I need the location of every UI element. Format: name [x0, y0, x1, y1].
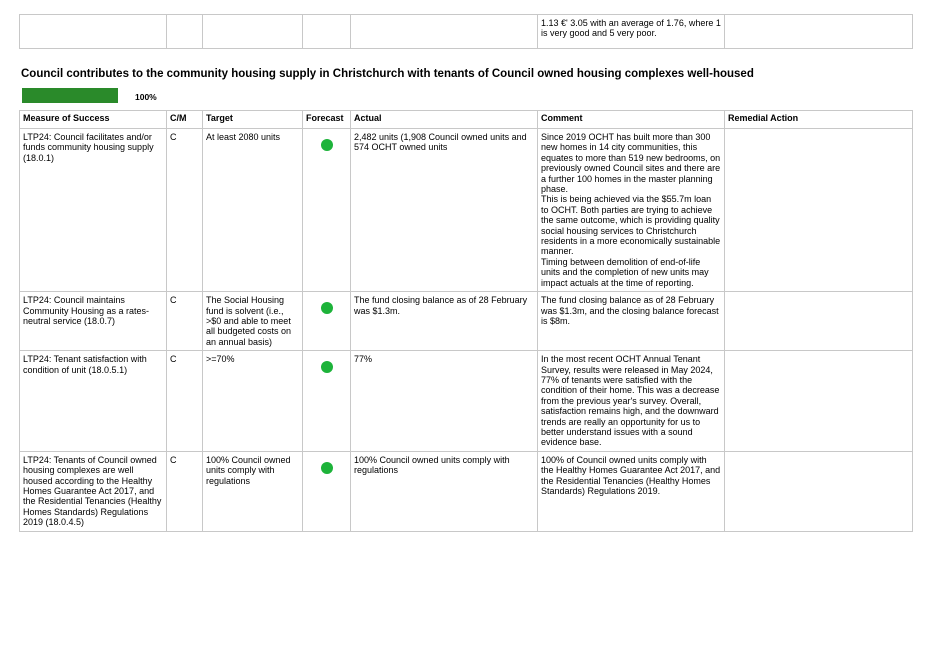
header-remedial: Remedial Action [725, 111, 913, 129]
header-cm: C/M [167, 111, 203, 129]
progress-bar [22, 88, 118, 103]
forecast-status-dot-icon [321, 462, 333, 474]
table-row [20, 129, 913, 292]
actual-cell [351, 15, 538, 49]
forecast-cell [303, 15, 351, 49]
header-row [20, 111, 913, 129]
forecast-cell [303, 351, 351, 452]
table-row [20, 451, 913, 531]
remedial-cell [725, 15, 913, 49]
target-cell: >=70% [203, 351, 303, 452]
measure-cell: LTP24: Tenant satisfaction with condition of unit (18.0.5.1) [20, 351, 167, 452]
header-target: Target [203, 111, 303, 129]
cm-cell: C [167, 129, 203, 292]
measure-cell: LTP24: Council facilitates and/or funds community housing supply (18.0.1) [20, 129, 167, 292]
cm-cell [167, 15, 203, 49]
forecast-status-dot-icon [321, 361, 333, 373]
forecast-status-dot-icon [321, 139, 333, 151]
section-title: Council contributes to the community housing supply in Christchurch with tenants of Council owned housing complexes well-housed [21, 68, 754, 80]
table-row [20, 351, 913, 452]
measures-table [19, 110, 913, 532]
header-measure: Measure of Success [20, 111, 167, 129]
table-row [20, 15, 913, 49]
actual-cell: The fund closing balance as of 28 February was $1.3m. [351, 292, 538, 351]
measure-cell: LTP24: Council maintains Community Housing as a rates-neutral service (18.0.7) [20, 292, 167, 351]
comment-cell: In the most recent OCHT Annual Tenant Survey, results were released in May 2024, 77% of tenants were satisfied with the condition of their home. This was a decrease from the previous year's survey. Overall, satisfaction remains high, and the downward trends are really an opportunity for us to better understand issues with a sound evidence base. [538, 351, 725, 452]
cm-cell: C [167, 292, 203, 351]
header-forecast: Forecast [303, 111, 351, 129]
measure-cell [20, 15, 167, 49]
comment-cell: The fund closing balance as of 28 February was $1.3m, and the closing balance forecast is $8m. [538, 292, 725, 351]
measure-cell: LTP24: Tenants of Council owned housing complexes are well housed according to the Healthy Homes Guarantee Act 2017, and the Residential Tenancies (Healthy Homes Standards) Regulations 2019 (18.0.4.5) [20, 451, 167, 531]
remedial-cell [725, 351, 913, 452]
remedial-cell [725, 129, 913, 292]
forecast-cell [303, 451, 351, 531]
actual-cell: 100% Council owned units comply with regulations [351, 451, 538, 531]
target-cell: The Social Housing fund is solvent (i.e., >$0 and able to meet all budgeted costs on an annual basis) [203, 292, 303, 351]
forecast-status-dot-icon [321, 302, 333, 314]
target-cell: 100% Council owned units comply with regulations [203, 451, 303, 531]
progress-label: 100% [135, 92, 157, 102]
target-cell [203, 15, 303, 49]
previous-table-continuation [19, 14, 913, 49]
forecast-cell [303, 292, 351, 351]
remedial-cell [725, 292, 913, 351]
header-comment: Comment [538, 111, 725, 129]
comment-cell: Since 2019 OCHT has built more than 300 new homes in 14 city communities, this equates to more than 519 new bedrooms, on previously owned Council sites and there are a further 100 homes in the master planning phase. This is being achieved via the $55.7m loan to OCHT. Both parties are trying to achieve the same outcome, which is providing quality social housing services to Christchurch residents in a more economically sustainable manner. Timing between demolition of end-of-life units and the completion of new units may impact actuals at the time of reporting. [538, 129, 725, 292]
cm-cell: C [167, 451, 203, 531]
table-row [20, 292, 913, 351]
target-cell: At least 2080 units [203, 129, 303, 292]
actual-cell: 77% [351, 351, 538, 452]
remedial-cell [725, 451, 913, 531]
header-actual: Actual [351, 111, 538, 129]
comment-cell: 100% of Council owned units comply with the Healthy Homes Guarantee Act 2017, and the Residential Tenancies (Healthy Homes Standards) Regulations 2019. [538, 451, 725, 531]
forecast-cell [303, 129, 351, 292]
actual-cell: 2,482 units (1,908 Council owned units and 574 OCHT owned units [351, 129, 538, 292]
cm-cell: C [167, 351, 203, 452]
comment-cell: 1.13 €' 3.05 with an average of 1.76, where 1 is very good and 5 very poor. [538, 15, 725, 49]
